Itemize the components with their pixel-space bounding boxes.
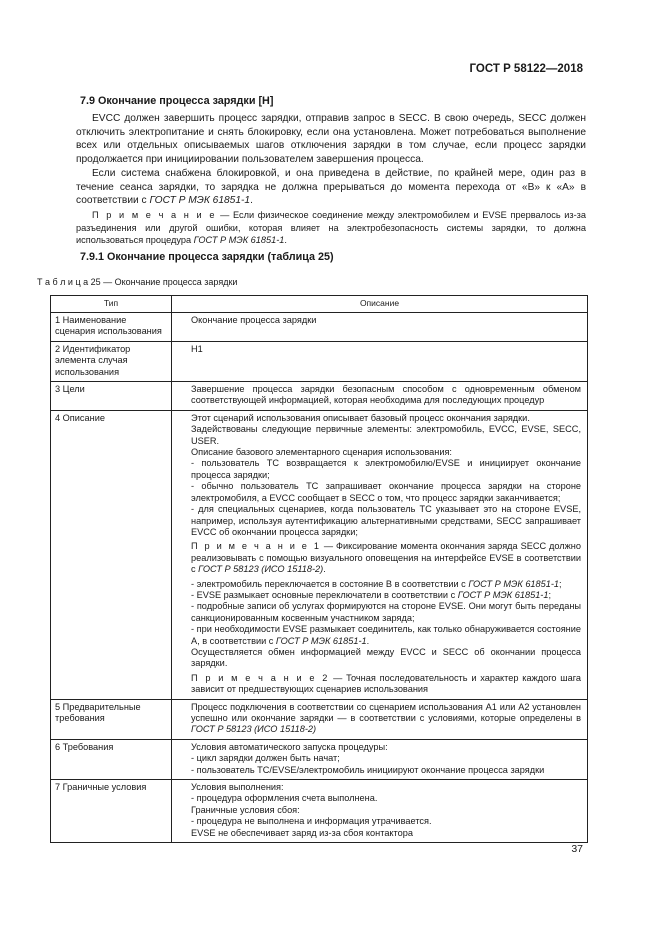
section-paragraph-1: EVCC должен завершить процесс зарядки, отправив запрос в SECC. В свою очередь, SECC должен отключить электропитание и снять блокировку, если она установлена. Может потребоваться выполнение всех или отдельных описываемых шагов отключения зарядки в том случае, если процесс зарядки продолжается при инициировании пользователем завершения процесса.: [76, 113, 586, 165]
row-desc-cell: [172, 410, 588, 699]
row-type-cell: 2 Идентификатор элемента случая использования: [51, 341, 172, 381]
table-caption: Т а б л и ц а 25 — Окончание процесса зарядки: [37, 277, 238, 287]
table-row: [51, 410, 588, 699]
desc-line: - пользователь ТС возвращается к электромобилю/EVSE и инициирует окончание процесса зарядки;: [191, 458, 581, 480]
desc-line: Осуществляется обмен информацией между EVCC и SECC об окончании процесса зарядки.: [191, 646, 581, 669]
desc-line: - обычно пользователь ТС запрашивает окончание процесса зарядки на стороне электромобиля, а EVCC сообщает в SECC о том, что процесс зарядки заканчивается;: [191, 481, 581, 503]
ref-gost-58123: ГОСТ Р 58123 (ИСО 15118-2): [198, 564, 324, 575]
ref-gost-61851: ГОСТ Р МЭК 61851-1: [149, 195, 251, 207]
table-note-2: П р и м е ч а н и е 2 — Точная последовательность и характер каждого шага зависит от предшествующих сценариев использования: [191, 672, 581, 695]
row-type-cell: 5 Предварительные требования: [51, 699, 172, 739]
desc-line: Описание базового элементарного сценария использования:: [191, 447, 452, 458]
desc-line: - при необходимости EVSE размыкает соединитель, как только обнаруживается состояние А, в соответствии с ГОСТ Р МЭК 61851-1.: [191, 624, 581, 646]
desc-line: Условия выполнения:: [191, 782, 284, 793]
ref-gost-58123: ГОСТ Р 58123 (ИСО 15118-2): [191, 724, 317, 735]
table-row: [51, 699, 588, 739]
desc-line: EVSE не обеспечивает заряд из-за сбоя контактора: [191, 827, 413, 838]
row-desc-cell: Процесс подключения в соответствии со сценарием использования А1 или А2 установлен успешно или окончание зарядки — в соответствии с условиями, которые определены в ГОСТ Р 58123 (ИСО 15118-2): [172, 699, 588, 739]
desc-line: Граничные условия сбоя:: [191, 804, 300, 815]
table-row: [51, 341, 588, 381]
ref-gost-61851: ГОСТ Р МЭК 61851-1: [193, 235, 285, 246]
row-type-cell: 4 Описание: [51, 410, 172, 699]
section-heading: 7.9 Окончание процесса зарядки [H]: [80, 95, 274, 107]
desc-line: Задействованы следующие первичные элементы: электромобиль, EVCC, EVSE, SECC, USER.: [191, 424, 581, 446]
section-note: П р и м е ч а н и е — Если физическое соединение между электромобилем и EVSE прервалось из-за разъединения или другой ошибки, которая влияет на электробезопасность системы зарядки, то должна использоваться процедура ГОСТ Р МЭК 61851-1.: [76, 210, 586, 246]
desc-line: - электромобиль переключается в состояние B в соответствии с ГОСТ Р МЭК 61851-1;: [191, 578, 562, 589]
table-row: [51, 739, 588, 779]
usecase-table: [50, 295, 588, 843]
table-row: [51, 313, 588, 342]
desc-line: Этот сценарий использования описывает базовый процесс окончания зарядки.: [191, 412, 530, 423]
section-paragraph-2: Если система снабжена блокировкой, и она приведена в действие, по крайней мере, один раз в течение сеанса зарядки, то зарядка не должна прерываться до момента перехода от «B» к «A» в соответствии с ГОСТ Р МЭК 61851-1.: [76, 168, 586, 207]
col-desc-header: Описание: [172, 296, 588, 313]
desc-line: Условия автоматического запуска процедуры:: [191, 741, 388, 752]
row-desc-cell: Окончание процесса зарядки: [172, 313, 588, 342]
desc-line: - пользователь ТС/EVSE/электромобиль инициируют окончание процесса зарядки: [191, 764, 545, 775]
desc-line: - EVSE размыкает основные переключатели в соответствии с ГОСТ Р МЭК 61851-1;: [191, 589, 552, 600]
desc-line: - для специальных сценариев, когда пользователь ТС указывает это на стороне EVSE, например, используя аутентификацию альтернативными средствами, SECC запрашивает EVCC об окончании процесса зарядки;: [191, 504, 581, 537]
ref-gost-61851: ГОСТ Р МЭК 61851-1: [468, 578, 560, 589]
desc-line: - процедура оформления счета выполнена.: [191, 793, 378, 804]
row-desc-cell: H1: [172, 341, 588, 381]
table-row: [51, 382, 588, 411]
row-type-cell: 3 Цели: [51, 382, 172, 411]
document-standard-header: ГОСТ Р 58122—2018: [469, 63, 583, 75]
ref-gost-61851: ГОСТ Р МЭК 61851-1: [457, 589, 549, 600]
table-note-1: П р и м е ч а н и е 1 — Фиксирование момента окончания заряда SECC должно реализовывать с помощью визуального оповещения на интерфейсе EVSE в соответствии с ГОСТ Р 58123 (ИСО 15118-2).: [191, 541, 581, 575]
page-number: 37: [571, 843, 583, 855]
table-header-row: [51, 296, 588, 313]
row-desc-cell: Завершение процесса зарядки безопасным способом с одновременным обменом соответствующей информацией, которая необходима для последующих процедур: [172, 382, 588, 411]
subsection-heading: 7.9.1 Окончание процесса зарядки (таблица 25): [80, 251, 334, 263]
row-type-cell: 7 Граничные условия: [51, 780, 172, 843]
desc-line: - цикл зарядки должен быть начат;: [191, 753, 340, 764]
ref-gost-61851: ГОСТ Р МЭК 61851-1: [275, 635, 367, 646]
table-row: [51, 780, 588, 843]
row-type-cell: 6 Требования: [51, 739, 172, 779]
desc-line: - процедура не выполнена и информация утрачивается.: [191, 816, 432, 827]
row-type-cell: 1 Наименование сценария использования: [51, 313, 172, 342]
row-desc-cell: [172, 739, 588, 779]
col-type-header: Тип: [51, 296, 172, 313]
row-desc-cell: [172, 780, 588, 843]
desc-line: - подробные записи об услугах формируются на стороне EVSE. Они могут быть переданы санкционированным косвенным участником заряда;: [191, 601, 581, 623]
